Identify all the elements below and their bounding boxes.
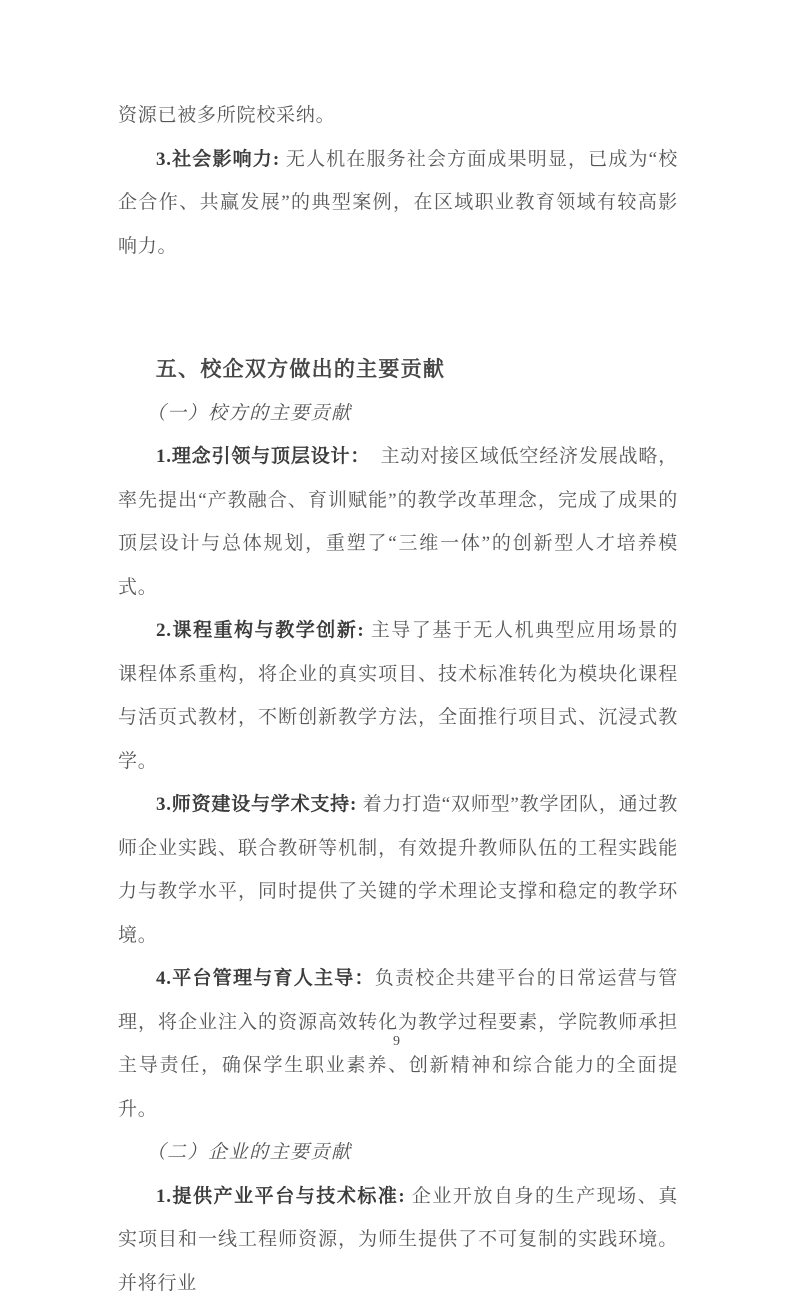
paragraph-lead-label: 2.课程重构与教学创新: xyxy=(156,620,364,641)
paragraph xyxy=(118,609,678,783)
paragraph xyxy=(118,138,678,269)
paragraph-text: 无人机在服务社会方面成果明显，已成为“校企合作、共赢发展”的典型案例，在区域职业教育领域有较高影响力。 xyxy=(118,149,678,257)
paragraph-lead-label: 4.平台管理与育人主导： xyxy=(156,968,375,989)
paragraph-lead-label: 1.理念引领与顶层设计： xyxy=(156,446,361,467)
paragraph-text: 主动对接区域低空经济发展战略，率先提出“产教融合、育训赋能”的教学改革理念，完成了成果的顶层设计与总体规划，重塑了“三维一体”的创新型人才培养模式。 xyxy=(118,446,678,598)
paragraph-lead-label: 3.师资建设与学术支持: xyxy=(156,794,357,815)
page-number: 9 xyxy=(0,1032,793,1052)
paragraph-text: 负责校企共建平台的日常运营与管理，将企业注入的资源高效转化为教学过程要素，学院教师承担主导责任，确保学生职业素养、创新精神和综合能力的全面提升。 xyxy=(118,968,678,1120)
paragraph-text: 着力打造“双师型”教学团队，通过教师企业实践、联合教研等机制，有效提升教师队伍的工程实践能力与教学水平，同时提供了关键的学术理论支撑和稳定的教学环境。 xyxy=(118,794,678,946)
paragraph xyxy=(118,783,678,957)
section-heading: 五、校企双方做出的主要贡献 xyxy=(118,348,678,392)
paragraph-text: 企业开放自身的生产现场、真实项目和一线工程师资源，为师生提供了不可复制的实践环境。并将行业 xyxy=(118,1186,678,1294)
paragraph xyxy=(118,1175,678,1305)
paragraph-lead-label: 1.提供产业平台与技术标准: xyxy=(156,1186,406,1207)
subsection-heading: （一）校方的主要贡献 xyxy=(118,392,678,436)
paragraph-text: 主导了基于无人机典型应用场景的课程体系重构，将企业的真实项目、技术标准转化为模块化课程与活页式教材，不断创新教学方法，全面推行项目式、沉浸式教学。 xyxy=(118,620,678,772)
paragraph xyxy=(118,94,678,138)
paragraph-lead-label: 3.社会影响力: xyxy=(156,149,280,170)
paragraph-text: 资源已被多所院校采纳。 xyxy=(118,105,335,126)
subsection-heading: （二）企业的主要贡献 xyxy=(118,1131,678,1175)
paragraph xyxy=(118,435,678,609)
